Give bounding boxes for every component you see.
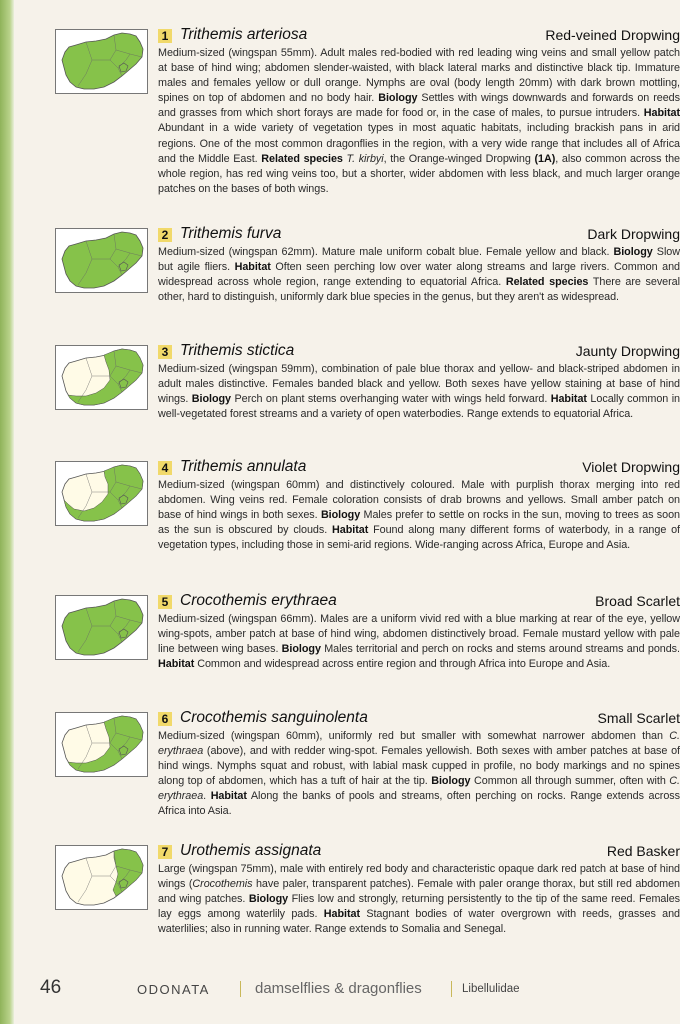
footer-divider xyxy=(240,981,241,997)
distribution-map xyxy=(55,228,148,293)
species-description: Large (wingspan 75mm), male with entirely red body and characteristic opaque dark red patch at base of hind wings (Crocothemis have paler, transparent patches). Female with paler orange thorax, but still red abdomen and wing patches. Biology Flies low and strongly, returning persistently to the tip of the same reed. Females lay eggs among waterlily pads. Habitat Stagnant bodies of water overgrown with reeds, grasses and waterlilies; also in running water. Range extends to Somalia and Senegal. xyxy=(158,863,680,936)
map-svg xyxy=(56,846,147,909)
section-label: Habitat xyxy=(210,790,247,803)
species-number-badge: 4 xyxy=(158,461,172,475)
entry-heading xyxy=(158,593,680,612)
distribution-map xyxy=(55,845,148,910)
common-name: Red-veined Dropwing xyxy=(545,27,680,43)
running-head-subtitle: damselflies & dragonflies xyxy=(255,980,422,997)
entry-text xyxy=(158,459,680,553)
section-label: Related species xyxy=(505,276,589,289)
country-outline xyxy=(62,599,143,655)
running-head-family: Libellulidae xyxy=(462,983,520,995)
page-spine-edge xyxy=(0,0,14,1024)
map-svg xyxy=(56,229,147,292)
species-number-badge: 1 xyxy=(158,29,172,43)
country-outline xyxy=(62,232,143,288)
section-label: Biology xyxy=(248,893,289,906)
country-outline xyxy=(62,33,143,89)
scientific-name: Crocothemis sanguinolenta xyxy=(180,709,368,726)
entry-heading xyxy=(158,843,680,862)
species-number-badge: 3 xyxy=(158,345,172,359)
section-label: Biology xyxy=(320,509,361,522)
distribution-map xyxy=(55,29,148,94)
species-description: Medium-sized (wingspan 59mm), combination of pale blue thorax and yellow- and black-striped abdomen in adult males distinctive. Females banded black and yellow. Both sexes have yellow staining at base of hind wings. Biology Perch on plant stems overhanging water with wings held forward. Habitat Locally common in well-vegetated forest streams and a variety of open waterbodies. Range extends to equatorial Africa. xyxy=(158,363,680,421)
entry-heading xyxy=(158,710,680,729)
italic-name: T. kirbyi xyxy=(346,152,384,165)
common-name: Broad Scarlet xyxy=(595,593,680,609)
section-label: Biology xyxy=(378,92,418,105)
entry-text xyxy=(158,27,680,197)
footer-divider xyxy=(451,981,452,997)
italic-name: C. erythraea xyxy=(158,730,680,758)
species-number-badge: 7 xyxy=(158,845,172,859)
scientific-name: Trithemis stictica xyxy=(180,342,295,359)
species-description: Medium-sized (wingspan 62mm). Mature male uniform cobalt blue. Female yellow and black. Biology Slow but agile fliers. Habitat Often seen perching low over water along streams and large rivers. Common and widespread across whole region, range extending to equatorial Africa. Related species There are several other, hard to distinguish, uniformly dark blue species in the genus, but they aren't as widespread. xyxy=(158,246,680,304)
distribution-map xyxy=(55,345,148,410)
scientific-name: Urothemis assignata xyxy=(180,842,322,859)
running-head-order: ODONATA xyxy=(137,982,210,997)
map-svg xyxy=(56,30,147,93)
entry-text xyxy=(158,226,680,305)
section-label: (1A) xyxy=(534,152,556,165)
italic-name: Crocothemis xyxy=(192,878,253,891)
common-name: Small Scarlet xyxy=(597,710,680,726)
species-description: Medium-sized (wingspan 55mm). Adult males red-bodied with red leading wing veins and small yellow patch at base of hind wing; abdomen slender-waisted, with black lateral marks and distinctive black tip. Immature males and females yellow or dull orange. Nymphs are oval (body length 20mm) with dark brown mottling, spines on top of abdomen and no body hair. Biology Settles with wings downwards and forwards on reeds and grasses from which short forays are made for food or, in the case of males, to pursue intruders. Habitat Abundant in a wide variety of vegetation types in most aquatic habitats, including brackish pans in arid regions. One of the most common dragonflies in the region, with a very wide range that includes all of Africa and the Middle East. Related species T. kirbyi, the Orange-winged Dropwing (1A), also common across the whole region, has red wing veins too, but a shorter, wider abdomen with less black, and much larger orange patches on the bases of both wings. xyxy=(158,47,680,195)
distribution-map xyxy=(55,712,148,777)
common-name: Violet Dropwing xyxy=(582,459,680,475)
entry-heading xyxy=(158,459,680,478)
section-label: Habitat xyxy=(158,658,195,671)
section-label: Habitat xyxy=(234,261,271,274)
distribution-map xyxy=(55,461,148,526)
section-label: Biology xyxy=(613,246,653,258)
entry-heading xyxy=(158,27,680,46)
entry-text xyxy=(158,343,680,422)
map-svg xyxy=(56,346,147,409)
map-svg xyxy=(56,462,147,525)
section-label: Habitat xyxy=(643,107,680,120)
range-area xyxy=(113,849,143,896)
scientific-name: Trithemis arteriosa xyxy=(180,26,308,43)
scientific-name: Trithemis annulata xyxy=(180,458,307,475)
entry-heading xyxy=(158,226,680,245)
scientific-name: Crocothemis erythraea xyxy=(180,592,337,609)
map-svg xyxy=(56,596,147,659)
section-label: Biology xyxy=(191,393,232,406)
entry-text xyxy=(158,593,680,672)
species-number-badge: 5 xyxy=(158,595,172,609)
species-description: Medium-sized (wingspan 66mm). Males are a uniform vivid red with a blue marking at rear of the eye, yellow wing-spots, amber patch at base of hind wing, abdomen distinctively broad. Female mustard yellow with pale line between wing bases. Biology Males territorial and perch on rocks and stems around streams and ponds. Habitat Common and widespread across entire region and through Africa into Europe and Asia. xyxy=(158,613,680,671)
species-number-badge: 6 xyxy=(158,712,172,726)
common-name: Jaunty Dropwing xyxy=(575,343,680,359)
page-number: 46 xyxy=(40,977,62,998)
species-number-badge: 2 xyxy=(158,228,172,242)
scientific-name: Trithemis furva xyxy=(180,225,282,242)
species-description: Medium-sized (wingspan 60mm), uniformly red but smaller with somewhat narrower abdomen than C. erythraea (above), and with redder wing-spot. Females yellowish. Both sexes with amber patches at base of hind wings. Nymphs squat and robust, with labial mask cupped in profile, no body markings and no spines along top of abdomen, which has a tuft of hair at the tip. Biology Common all through summer, often with C. erythraea. Habitat Along the banks of pools and streams, often perching on rocks. Range extends across Africa into Asia. xyxy=(158,730,680,818)
common-name: Red Basker xyxy=(606,843,680,859)
page-footer xyxy=(0,975,680,1005)
species-description: Medium-sized (wingspan 60mm) and distinctively coloured. Male with purplish thorax merging into red abdomen. Wing veins red. Female coloration consists of drab browns and yellows. Small amber patch on base of hind wings in both sexes. Biology Males prefer to settle on rocks in the sun, moving to trees as soon as the sun is obscured by clouds. Habitat Found along many different forms of waterbody, in a range of vegetation types, including those in semi-arid regions. Wide-ranging across Africa, Europe and Asia. xyxy=(158,479,680,552)
section-label: Habitat xyxy=(332,524,369,537)
entry-text xyxy=(158,710,680,820)
distribution-map xyxy=(55,595,148,660)
italic-name: C. erythraea xyxy=(158,775,680,803)
section-label: Habitat xyxy=(323,908,361,921)
entry-text xyxy=(158,843,680,937)
map-svg xyxy=(56,713,147,776)
section-label: Related species xyxy=(261,152,343,165)
section-label: Biology xyxy=(431,775,471,788)
entry-heading xyxy=(158,343,680,362)
section-label: Biology xyxy=(281,643,321,656)
section-label: Habitat xyxy=(550,393,587,406)
common-name: Dark Dropwing xyxy=(587,226,680,242)
